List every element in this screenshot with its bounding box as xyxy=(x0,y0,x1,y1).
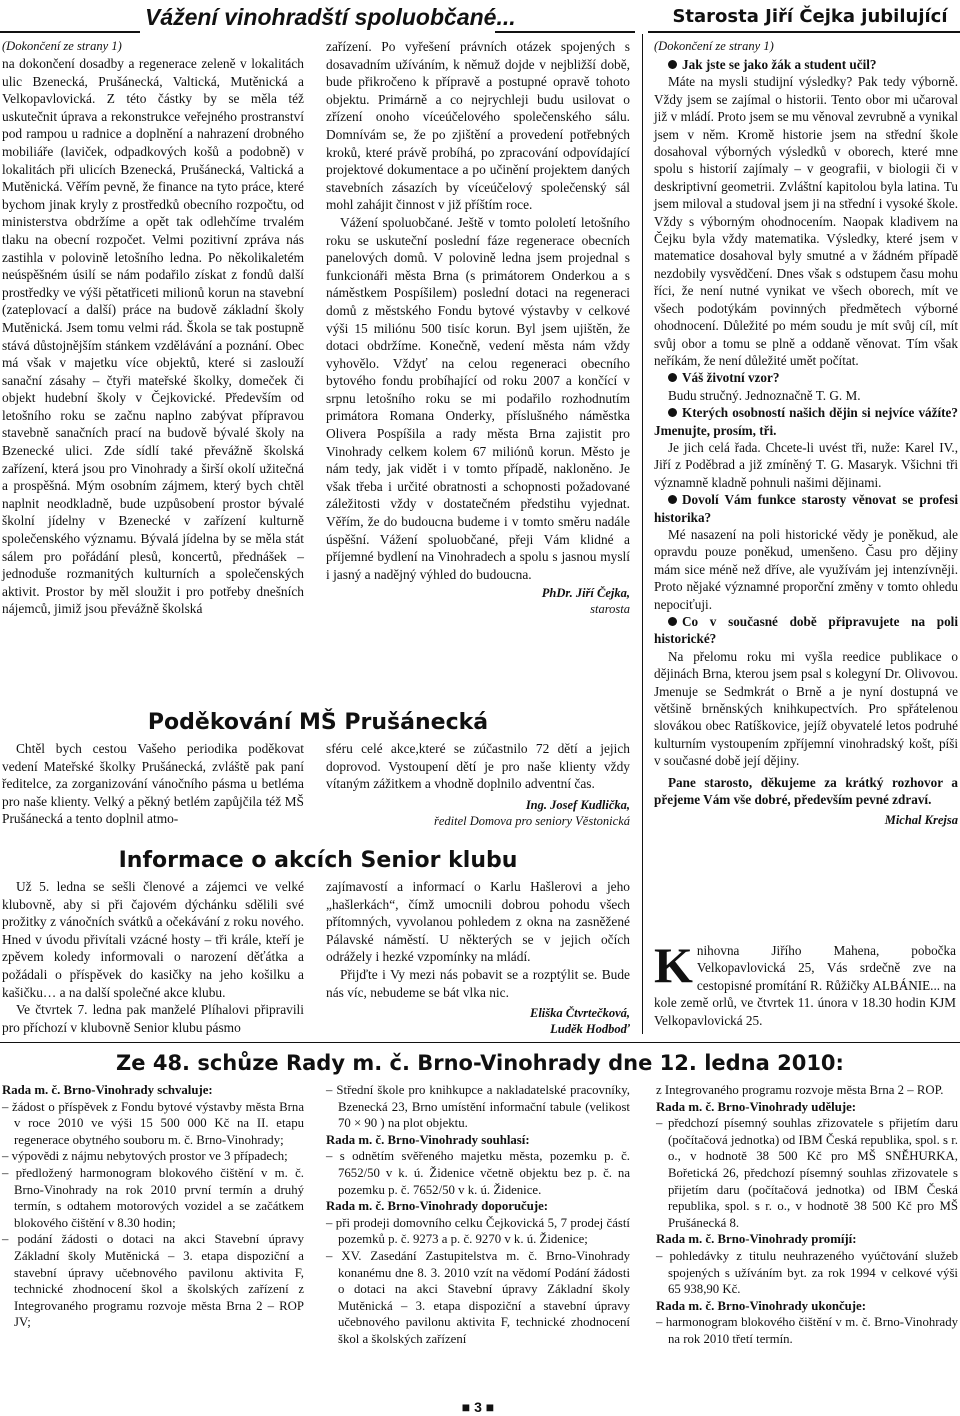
signature-name: PhDr. Jiří Čejka, xyxy=(541,586,630,601)
continued-note: (Dokončení ze strany 1) xyxy=(654,39,774,53)
senior-right xyxy=(326,878,630,1037)
signature-role: starosta xyxy=(590,602,630,617)
council-item: – podání žádosti o dotaci na akci Stavební úpravy Základní školy Mutěnická – 3. etapa dispoziční a stavební úpravy učebnového pavilonu aktivita F, technické zhodnocení škol a školských zařízení z Integrovaného programu rozvoje města Brna 2 – ROP JV; xyxy=(2,1232,304,1330)
column-divider xyxy=(642,34,643,1034)
question-text: Váš životní vzor? xyxy=(682,370,780,386)
bullet-icon xyxy=(668,373,677,382)
council-item: – výpovědi z nájmu nebytových prostor ve 3 případech; xyxy=(2,1149,288,1164)
senior-paragraph: zajímavostí a informací o Karlu Hašlerovi a jeho „hašlerkách“, čímž umocnili dobrou pohodu všech přítomných, vyvolanou pohledem z okna na zasněžené Pálavské náměstí. U některých se v jejich očích odrážely i hezké vzpomínky na mládí. xyxy=(326,879,630,965)
library-dropcap: K xyxy=(654,937,693,993)
ms-text: Chtěl bych cestou Vašeho periodika poděkovat vedení Mateřské školky Prušánecká, zvláště pak paní ředitelce, za zorganizování vánočního pásma u betléma pro naše klienty. Velký a pěkný betlém zapůjčila též MŠ Prušánecká a tento doplnil atmo- xyxy=(2,741,304,827)
council-item: – XV. Zasedání Zastupitelstva m. č. Brno-Vinohrady konanému dne 8. 3. 2010 vzít na vědomí Podání žádosti o dotaci na akci Stavební úpravy Základní školy Mutěnická – 3. etapa dispoziční a stavební úpravy učebnového pavilonu aktivita F, technické zhodnocení škol a školských zařízení xyxy=(326,1248,630,1346)
interview-answer: Máte na mysli studijní výsledky? Pak tedy výborně. Vždy jsem se zajímal o historii. Tento obor mi učaroval již v mládí. Proto jsem se mu věnoval zevrubně a vynikal jsem v něm. Kromě historie jsem na střední škole dosahoval výborných výsledků v oborech, které mne spolu s historií zajímaly – v geografii, v biologii či v deskriptivní geometrii. Zvláštní kapitolou byla latina. Tu jsem miloval a studoval jsem ji na střední i vysoké škole. Vždy s výborným ohodnocením. Naopak kladivem na Čejku byla vždy matematika. Výsledky, které jsem v matematice dosahoval byly smutné a v žádném případě nezdobily vysvědčení. Dnes však s odstupem času mohu říci, že není nutné vynikat ve všech oborech, mít ve všech podotýkám povinných předmětech výborné ohodnocení. Důležité po mém soudu je mít svůj cíl, mít svůj obor a tomu se plně a oddaně věnovat. Tím však neříkám, že není důležité umět počítat. xyxy=(654,74,958,368)
main-title: Vážení vinohradští spoluobčané... xyxy=(145,4,516,30)
vinohrady-col2 xyxy=(326,38,630,617)
header-rule-left xyxy=(0,31,140,33)
question-text: Jak jste se jako žák a student učil? xyxy=(682,57,877,72)
bullet-icon xyxy=(668,408,677,417)
council-col1 xyxy=(2,1082,304,1331)
senior-paragraph: Už 5. ledna se sešli členové a zájemci ve velké klubovně, aby si při čajovém dýchánku sdělili své prožitky z vánočních svátků a očekávání z roku nového. Hned v úvodu přivítali vzácné hosty – tři krále, kteří je zpěvem koledy informovali o narození děťátka a požádali o příspěvek do kasičky na jeho košilku a kašičku… a na další společné akce klubu. xyxy=(2,879,304,1000)
question-text: Kterých osobností našich dějin si nejvíce vážíte? Jmenujte, prosím, tři. xyxy=(654,405,958,438)
council-heading: Rada m. č. Brno-Vinohrady souhlasí: xyxy=(326,1132,530,1147)
council-item: – pohledávky z titulu neuhrazeného vyúčtování služeb spojených s užíváním byt. za rok 1994 v celkové výši 65 938,90 Kč. xyxy=(656,1248,958,1297)
square-icon: ■ xyxy=(461,1399,471,1415)
council-item: – předchozí písemný souhlas zřizovatele s přijetím daru (počítačová jednotka) od IBM Česká republika, spol. s r. o., v hodnotě 38 500 Kč pro MŠ SNĚHURKA, Bořetická 26, předchozí písemný souhlas zřizovatele s přijetím daru (počítačová jednotka) od IBM Česká republika, spol. s r. o., v hodnotě 38 500 Kč pro MŠ Prušánecká 8. xyxy=(656,1116,958,1230)
ms-signature-role: ředitel Domova pro seniory Věstonická xyxy=(433,813,630,828)
library-text: nihovna Jiřího Mahena, pobočka Velkopavlovická 25, Vás srdečně zve na cestopisné promítání R. Růžičky ALBÁNIE... na kole země orlů, ve čtvrtek 11. února v 18.30 hodin KJM Velkopavlovická 25. xyxy=(654,943,956,1028)
ms-title: Poděkování MŠ Prušánecká xyxy=(147,710,489,735)
senior-left xyxy=(2,878,304,1036)
council-item: – Střední škole pro knihkupce a nakladatelské pracovníky, Bzenecká 23, Brno umístění informační tabule (velikost 70 × 90 ) na plot objektu. xyxy=(326,1083,630,1131)
council-heading: Rada m. č. Brno-Vinohrady doporučuje: xyxy=(326,1199,549,1214)
council-item: – žádost o příspěvek z Fondu bytové výstavby města Brna v roce 2010 ve výši 15 500 000 Kč na II. etapu regenerace obytného souboru m. č. Brno-Vinohrady; xyxy=(2,1099,304,1147)
article-paragraph: zařízení. Po vyřešení právních otázek spojených s dosavadním užíváním, k němuž dojde v nejbližší době, bude přikročeno k přípravě a postupné opravě tohoto objektu. Primárně a co nejrychleji budu usilovat o zřízení onoho víceúčelového společenského sálu. Domnívám se, že po zjištění a provedení potřebných kroků, které právě probíhá, po zpracování odpovídající projektové dokumentace a po učinění projektem daných stavebních zásazích by víceúčelový společenský sál mohl zahájit činnost v již příštím roce. xyxy=(326,39,630,213)
question-text: Dovolí Vám funkce starosty věnovat se profesi historika? xyxy=(654,492,958,525)
page-number: 3 xyxy=(474,1399,482,1415)
interview-answer: Na přelomu roku mi vyšla reedice publikace o dějinách Brna, kterou jsem psal s kolegyní Dr. Olivovou. Jmenuje se Sedmkrát o Brně a je nyní dostupná ve většině brněnských knihkupectvích. Pro spřátelenou slovákou obec Ratíškovice, jejíž obyvatelé letos podruhé kulturním vystoupením zpříjemní vinohradský košt, píši v současné době její dějiny. xyxy=(654,648,958,769)
council-item: z Integrovaného programu rozvoje města Brna 2 – ROP. xyxy=(656,1083,944,1097)
bullet-icon xyxy=(668,617,677,626)
question-text: Co v současné době připravujete na poli historické? xyxy=(654,614,958,647)
side-title: Starosta Jiří Čejka jubilující xyxy=(672,6,948,27)
council-item: – s odnětím svěřeného majetku města, pozemku p. č. 7652/50 v k. ú. Židenice včetně objektu bez p. č. na pozemku p. č. 7652/50 v k. ú. Židenice. xyxy=(326,1149,630,1197)
bullet-icon xyxy=(668,60,677,69)
senior-paragraph: Ve čtvrtek 7. ledna pak manželé Plíhalovi připravili pro příchozí v klubovně Senior klubu pásmo xyxy=(2,1002,304,1035)
interview-question xyxy=(654,404,958,439)
page-number-box xyxy=(458,1398,498,1416)
senior-signature: Eliška Čtvrtečková, xyxy=(530,1006,630,1021)
bullet-icon xyxy=(668,495,677,504)
article-paragraph: na dokončení dosadby a regenerace zeleně v lokalitách ulic Bzenecká, Prušánecká, Valtická, Mutěnická a Velkopavlovická. Z této částky by se měla též uskutečnit úprava a rekonstrukce veřejného prostranství pod rampou u radnice a doplnění a nahrazení drobného mobiliáře (laviček, odpadkových košů a podobně) v lokalitách při ulicích Bzenecká, Prušánecká, Valtická a Mutěnická. Věřím pevně, že finance na tyto práce, které bychom jinak kryly z prostředků obecního rozpočtu, od ministerstva obdržíme a opět tak odlehčíme trvalém tlaku na obecní rozpočet. Velmi pozitivní zpráva nás zastihla v polovině letošního ledna. Po několikaletém neúspěšném úsilí se nám podařilo získat z fondů další prostředky ve výši pětatřiceti milionů korun na stavební (zateplovací a další) práce na budově základní školy Mutěnická. Jsem tomu velmi rád. Škola se tak postupně stává důstojnějším stánkem vzdělávání a poznání. Obec má však v majetku více objektů, které si zaslouží sanační zásahy – čtyři mateřské školky, domeček či objekt hudební školy v Čejkovické. Především od letošního roku se začnu naplno zabývat přípravou stavebně sanačních prací na budově bývalé školy na Bzenecké ulici. Zde sídlí také převážně školská zařízení, která jsou pro Vinohrady a širší okolí užitečná a prospěšná. Mým osobním zájmem, který bych chtěl naplnit neodkladně, bude uzpůsobení prostor bývalé školní jídelny v Bzenecké v zařízení kulturně společenského významu. Bývalá jídelna by se měla stát sálem pro pořádání plesů, koncertů, přednášek – jednoduše rozmanitých kulturních a společenských aktivit. Prostor by měl sloužit i pro potřeby dnešních nájemců, jimiž jsou převážně školská xyxy=(2,56,304,617)
vinohrady-col1 xyxy=(2,38,304,618)
senior-paragraph: Přijďte i Vy mezi nás pobavit se a rozptýlit se. Bude nás víc, nebudeme se bát vlka nic. xyxy=(326,966,630,1000)
council-title: Ze 48. schůze Rady m. č. Brno-Vinohrady dne 12. ledna 2010: xyxy=(116,1051,844,1075)
interview-question xyxy=(654,56,958,73)
council-heading: Rada m. č. Brno-Vinohrady schvaluje: xyxy=(2,1083,213,1097)
council-heading: Rada m. č. Brno-Vinohrady promíjí: xyxy=(656,1232,857,1247)
library-notice xyxy=(654,937,956,1029)
interview-answer: Mé nasazení na poli historické vědy je poněkud, ale opravdu pouze poněkud, umenšeno. Času pro dějiny mám sice méně než dříve, ale využívám jej intenzívněji. Proto nějaké významné proporční změny v tomto ohledu nepociťuji. xyxy=(654,526,958,612)
article-paragraph: Vážení spoluobčané. Ještě v tomto pololetí letošního roku se uskuteční poslední fáze regenerace obecních panelových domů. V polovině ledna jsem projednal s funkcionáři města Brna (s primátorem Onderkou a s náměstkem Pospíšilem) poslední dotaci na regeneraci domů z městského Fondu bytové výstavby v celkové výši 15 miliónu 500 tisíc korun. Byl jsem ujištěn, že dotaci obdržíme. Konečně, vedení města nám vždy vyhovělo. Vždyť na celou regeneraci obecního bytového fondu probíhající od roku 2007 a končící v srpnu letošního roku se mi podařilo rozhodnutím primátora Romana Onderky, příslušného náměstka Olivera Pospíšila a rady města Brna zajistit pro Vinohrady celkem kolem 67 miliónů korun. Město je nám tedy, jak vidět i v tomto případě, nakloněno. Je však třeba i určité obratnosti a schopnosti požadované záležitosti vždy v dostatečném předstihu vyjednat. Věřím, že do budoucna budeme i v tomto směru nadále úspěšní. Vážení spoluobčané, přeji Vám klidné a příjemné bydlení na Vinohradech a spolu s jasnou myslí i jasný a nadějný výhled do budoucna. xyxy=(326,214,630,582)
interview-question xyxy=(654,369,958,386)
senior-title: Informace o akcích Senior klubu xyxy=(118,848,518,873)
interview-closing: Pane starosto, děkujeme za krátký rozhovor a přejeme Vám vše dobré, především pevné zdraví. xyxy=(654,774,958,808)
council-item: – harmonogram blokového čištění v m. č. Brno-Vinohrady na rok 2010 třetí termín. xyxy=(656,1315,958,1346)
interview-signature: Michal Krejsa xyxy=(884,813,958,828)
square-icon: ■ xyxy=(485,1399,495,1415)
council-heading: Rada m. č. Brno-Vinohrady uděluje: xyxy=(656,1099,857,1114)
starosta-interview xyxy=(654,38,958,828)
interview-question xyxy=(654,613,958,648)
ms-right xyxy=(326,740,630,829)
interview-answer: Budu stručný. Jednoznačně T. G. M. xyxy=(668,387,861,403)
interview-question xyxy=(654,491,958,526)
council-item: – při prodeji domovního celku Čejkovická 5, 7 prodej částí pozemků p. č. 9273 a p. č. 9270 v k. ú. Židenice; xyxy=(326,1215,630,1247)
senior-signature: Luděk Hodboď xyxy=(550,1022,630,1037)
ms-left xyxy=(2,740,304,828)
council-col2 xyxy=(326,1082,630,1348)
council-rule xyxy=(0,1042,960,1043)
header-rule-mid xyxy=(495,31,635,33)
council-item: – předložený harmonogram blokového čištění v m. č. Brno-Vinohrady na rok 2010 první termín a druhý termín, s odtahem motorových vozidel a se začátkem blokového čištění v 8.30 hodin; xyxy=(2,1165,304,1230)
continued-note: (Dokončení ze strany 1) xyxy=(2,39,122,53)
ms-text: sféru celé akce,které se zúčastnilo 72 dětí a jejich doprovod. Vystoupení dětí je pro naše klienty vždy vítaným zážitkem a vhodně doplnilo adventní čas. xyxy=(326,741,630,792)
ms-signature-name: Ing. Josef Kudlička, xyxy=(525,797,630,812)
header-rule-right xyxy=(648,31,960,33)
council-col3 xyxy=(656,1082,958,1348)
interview-answer: Je jich celá řada. Chcete-li uvést tři, nuže: Karel IV., Jiří z Poděbrad a již zmíněný T. G. Masaryk. Všichni tři významně kladně pohnuli našimi dějinami. xyxy=(654,439,958,490)
council-heading: Rada m. č. Brno-Vinohrady ukončuje: xyxy=(656,1298,866,1313)
